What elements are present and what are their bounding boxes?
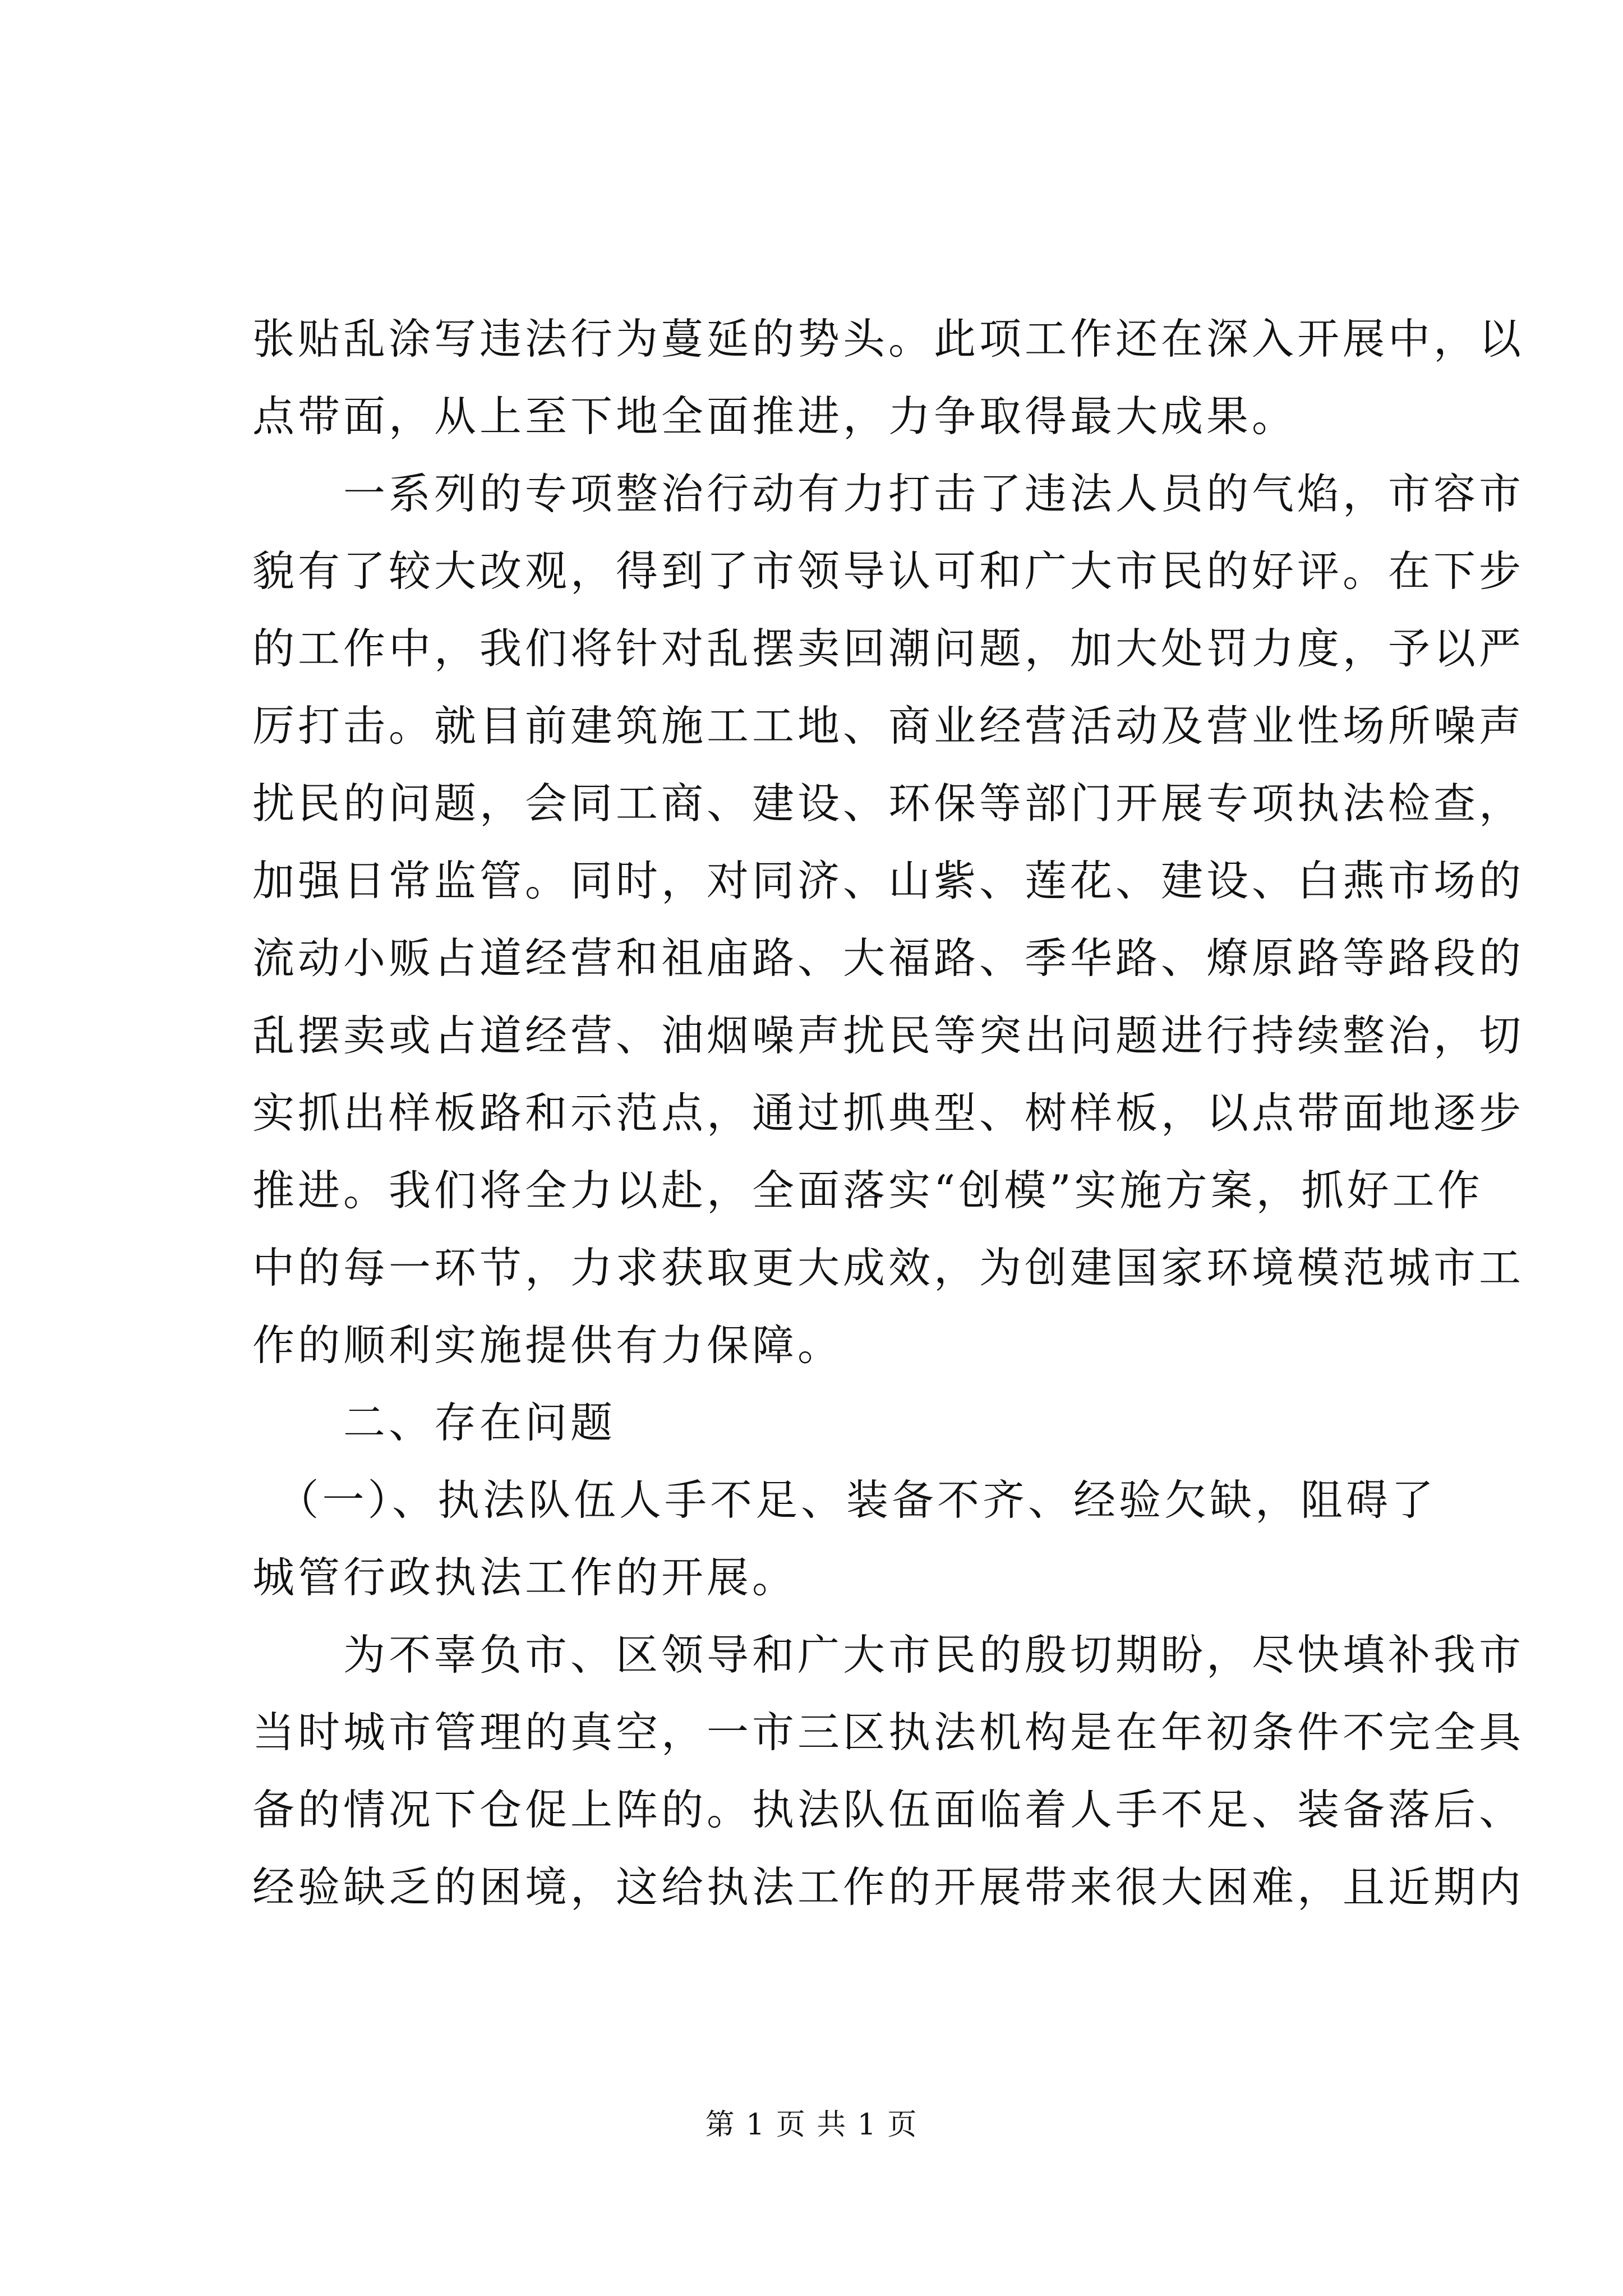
text-line: 加强日常监管。同时，对同济、山紫、莲花、建设、白燕市场的 xyxy=(252,856,1525,905)
text-line: （一）、执法队伍人手不足、装备不齐、经验欠缺，阻碍了 xyxy=(252,1475,1437,1525)
text-line: 一系列的专项整治行动有力打击了违法人员的气焰，市容市 xyxy=(252,469,1525,518)
text-line: 当时城市管理的真空，一市三区执法机构是在年初条件不完全具 xyxy=(252,1708,1525,1757)
subsection-heading xyxy=(252,1461,1436,1616)
text-line: 乱摆卖或占道经营、油烟噪声扰民等突出问题进行持续整治，切 xyxy=(252,1011,1525,1060)
text-line: 流动小贩占道经营和祖庙路、大福路、季华路、燎原路等路段的 xyxy=(252,933,1525,983)
text-line: 推进。我们将全力以赴，全面落实“创模”实施方案，抓好工作 xyxy=(252,1166,1483,1215)
text-line: 貌有了较大改观，得到了市领导认可和广大市民的好评。在下步 xyxy=(252,546,1525,596)
heading-line: 二、存在问题 xyxy=(252,1398,616,1447)
text-line: 张贴乱涂写违法行为蔓延的势头。此项工作还在深入开展中，以 xyxy=(252,314,1525,364)
text-line: 经验缺乏的困境，这给执法工作的开展带来很大困难，且近期内 xyxy=(252,1862,1525,1912)
text-line: 作的顺利实施提供有力保障。 xyxy=(252,1320,843,1370)
text-line: 厉打击。就目前建筑施工工地、商业经营活动及营业性场所噪声 xyxy=(252,701,1525,751)
text-line: 实抓出样板路和示范点，通过抓典型、树样板，以点带面地逐步 xyxy=(252,1088,1525,1138)
text-line: 点带面，从上至下地全面推进，力争取得最大成果。 xyxy=(252,392,1298,441)
text-line: 中的每一环节，力求获取更大成效，为创建国家环境模范城市工 xyxy=(252,1243,1525,1292)
paragraph-5 xyxy=(252,1616,1525,1926)
section-heading xyxy=(252,1384,1436,1461)
text-line: 扰民的问题，会同工商、建设、环保等部门开展专项执法检查， xyxy=(252,779,1525,828)
document-body xyxy=(252,300,1525,1926)
text-line: 城管行政执法工作的开展。 xyxy=(252,1553,798,1602)
page-footer: 第 1 页 共 1 页 xyxy=(705,2108,918,2142)
paragraph-2 xyxy=(252,455,1525,1384)
text-line: 的工作中，我们将针对乱摆卖回潮问题，加大处罚力度，予以严 xyxy=(252,624,1525,673)
paragraph-1 xyxy=(252,300,1525,455)
text-line: 备的情况下仓促上阵的。执法队伍面临着人手不足、装备落后、 xyxy=(252,1785,1525,1834)
text-line: 为不辜负市、区领导和广大市民的殷切期盼，尽快填补我市 xyxy=(252,1630,1525,1680)
